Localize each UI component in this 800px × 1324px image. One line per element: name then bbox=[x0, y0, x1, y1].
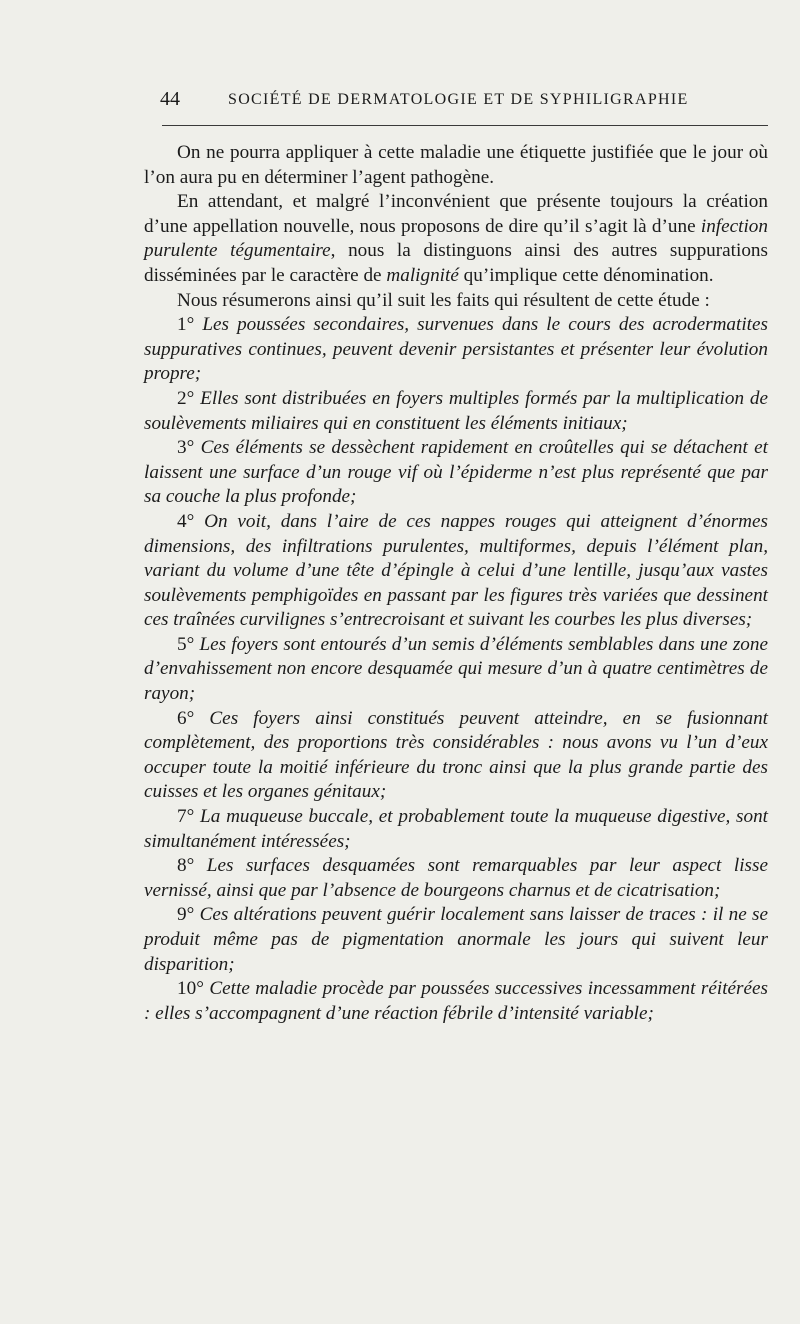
item-number: 3° bbox=[177, 437, 195, 459]
conclusion-item bbox=[144, 510, 768, 633]
conclusion-item bbox=[144, 903, 768, 977]
conclusion-item bbox=[144, 633, 768, 707]
item-text: Les surfaces desquamées sont remarquables par leur aspect lisse vernissé, ainsi que par l’absence de bourgeons charnus et de cicatrisation; bbox=[144, 855, 769, 901]
conclusion-item bbox=[144, 707, 768, 805]
item-text: La muqueuse buccale, et probablement toute la muqueuse digestive, sont simultanément intéressées; bbox=[144, 806, 769, 852]
emphasis: malignité bbox=[386, 264, 459, 286]
paragraph: On ne pourra appliquer à cette maladie une étiquette justifiée que le jour où l’on aura pu en déterminer l’agent pathogène. bbox=[144, 142, 768, 188]
conclusion-item bbox=[144, 854, 768, 903]
paragraph: Nous résumerons ainsi qu’il suit les faits qui résultent de cette étude : bbox=[177, 289, 710, 311]
item-number: 1° bbox=[177, 314, 195, 336]
item-text: Les poussées secondaires, survenues dans le cours des acrodermatites suppuratives continues, peuvent devenir persistantes et présenter leur évolution propre; bbox=[144, 314, 769, 385]
item-text: Ces foyers ainsi constitués peuvent atteindre, en se fusionnant complètement, des proportions très considérables : nous avons vu l’un d’eux occuper toute la moitié inférieure du tronc ainsi que la plus grande partie des cuisses et les organes génitaux; bbox=[144, 707, 768, 803]
item-number: 5° bbox=[177, 633, 195, 655]
item-number: 7° bbox=[177, 806, 195, 828]
body-text bbox=[144, 141, 768, 1026]
item-number: 4° bbox=[177, 510, 195, 532]
conclusion-item bbox=[144, 805, 768, 854]
conclusion-item bbox=[144, 313, 768, 387]
item-number: 10° bbox=[177, 978, 204, 1000]
conclusion-item bbox=[144, 387, 768, 436]
emphasis: infection purulente tégumentaire bbox=[144, 215, 768, 262]
item-number: 9° bbox=[177, 904, 195, 926]
item-text: Ces éléments se dessèchent rapidement en croûtelles qui se détachent et laissent une surface d’un rouge vif où l’épiderme n’est plus représenté que par sa couche la plus profonde; bbox=[144, 437, 768, 508]
item-text: Elles sont distribuées en foyers multiples formés par la multiplication de soulèvements miliaires qui en constituent les éléments initiaux; bbox=[144, 387, 768, 434]
item-text: Cette maladie procède par poussées successives incessamment réitérées : elles s’accompagnent d’une réaction fébrile d’intensité variable; bbox=[144, 978, 769, 1024]
conclusion-item bbox=[144, 436, 768, 510]
item-number: 8° bbox=[177, 855, 195, 877]
conclusion-item bbox=[144, 977, 768, 1026]
header-rule bbox=[162, 125, 768, 126]
item-text: On voit, dans l’aire de ces nappes rouges qui atteignent d’énormes dimensions, des infiltrations purulentes, multiformes, depuis l’élément plan, variant du volume d’une tête d’épingle à celui d’une lentille, jusqu’aux vastes soulèvements pemphigoïdes en passant par les figures très variées que dessinent ces traînées curvilignes s’entrecroisant et suivant les courbes les plus diverses; bbox=[144, 510, 769, 631]
page-header bbox=[160, 84, 767, 120]
item-number: 6° bbox=[177, 707, 195, 729]
paragraph: En attendant, et malgré l’inconvénient que présente toujours la création d’une appellation nouvelle, nous proposons de dire qu’il s’agit là d’une infection purulente tégumentaire, nous la distinguons ainsi des autres suppurations disséminées par le caractère de malignité qu’implique cette dénomination. bbox=[144, 191, 768, 286]
page-number: 44 bbox=[160, 88, 180, 110]
item-text: Ces altérations peuvent guérir localement sans laisser de traces : il ne se produit même pas de pigmentation anormale les jours qui suivent leur disparition; bbox=[144, 904, 769, 975]
item-number: 2° bbox=[177, 387, 195, 409]
item-text: Les foyers sont entourés d’un semis d’éléments semblables dans une zone d’envahissement non encore desquamée qui mesure d’un à quatre centimètres de rayon; bbox=[144, 633, 769, 705]
running-title: SOCIÉTÉ DE DERMATOLOGIE ET DE SYPHILIGRAPHIE bbox=[228, 91, 689, 108]
